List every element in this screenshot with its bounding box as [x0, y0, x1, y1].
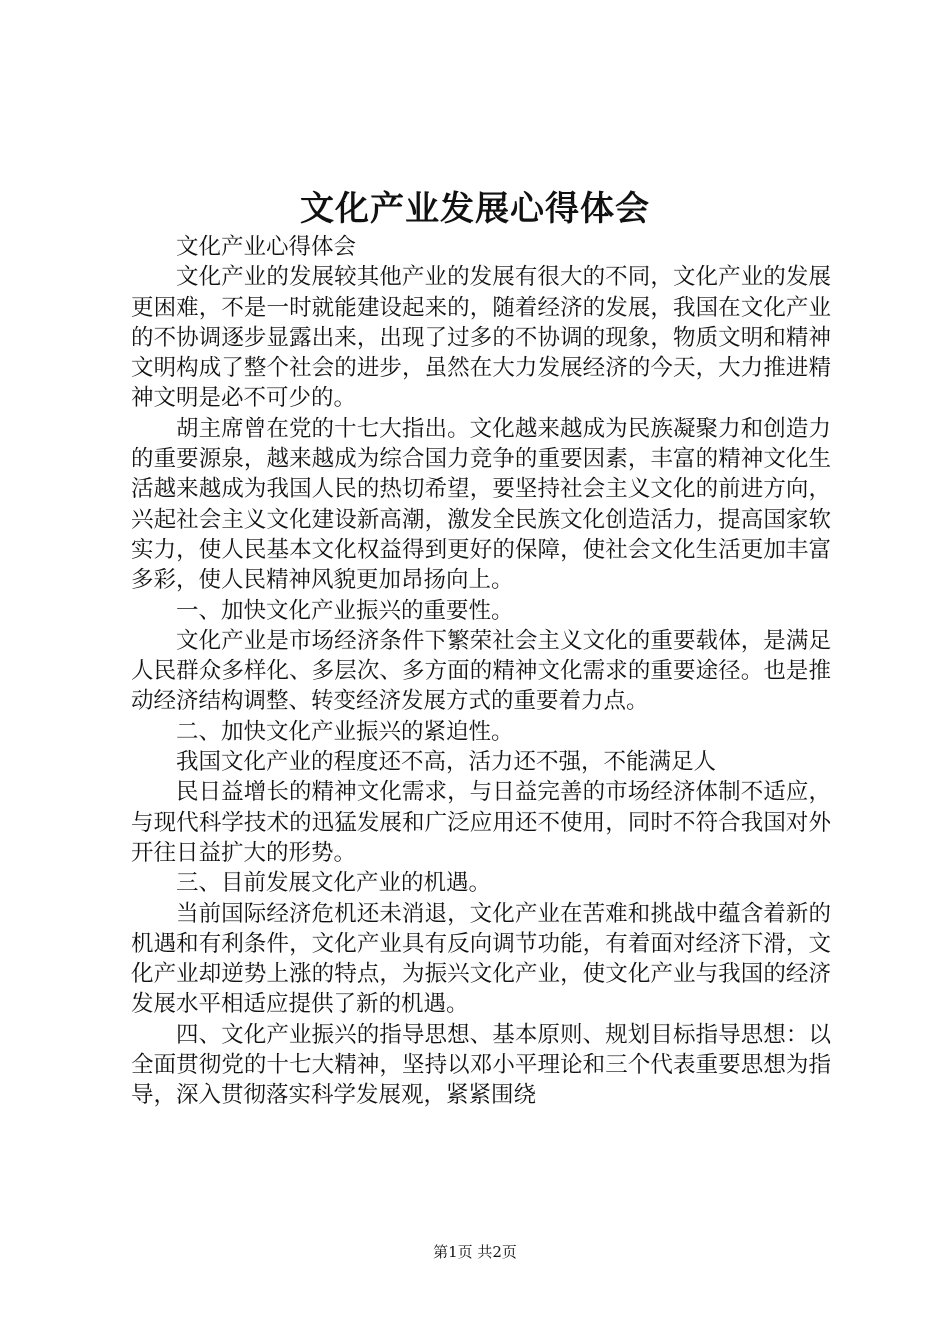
page-footer: 第1页 共2页: [433, 1243, 517, 1261]
paragraph: 文化产业是市场经济条件下繁荣社会主义文化的重要载体，是满足人民群众多样化、多层次、多方面的精神文化需求的重要途径。也是推动经济结构调整、转变经济发展方式的重要着力点。: [131, 627, 831, 715]
paragraph: 当前国际经济危机还未消退，文化产业在苦难和挑战中蕴含着新的机遇和有利条件，文化产业具有反向调节功能，有着面对经济下滑，文化产业却逆势上涨的特点，为振兴文化产业，使文化产业与我国的经济发展水平相适应提供了新的机遇。: [131, 900, 831, 1018]
paragraph: 民日益增长的精神文化需求，与日益完善的市场经济体制不适应，与现代科学技术的迅猛发展和广泛应用还不使用，同时不符合我国对外开往日益扩大的形势。: [131, 779, 831, 866]
paragraph: 胡主席曾在党的十七大指出。文化越来越成为民族凝聚力和创造力的重要源泉，越来越成为综合国力竞争的重要因素，丰富的精神文化生活越来越成为我国人民的热切希望，要坚持社会主义文化的前进方向，兴起社会主义文化建设新高潮，激发全民族文化创造活力，提高国家软实力，使人民基本文化权益得到更好的保障，使社会文化生活更加丰富多彩，使人民精神风貌更加昂扬向上。: [131, 415, 831, 594]
section-heading: 二、加快文化产业振兴的紧迫性。: [176, 718, 514, 745]
document-title: 文化产业发展心得体会: [300, 189, 650, 229]
paragraph: 四、文化产业振兴的指导思想、基本原则、规划目标指导思想：以全面贯彻党的十七大精神，坚持以邓小平理论和三个代表重要思想为指导，深入贯彻落实科学发展观，紧紧围绕: [131, 1021, 831, 1109]
paragraph: 我国文化产业的程度还不高，活力还不强，不能满足人: [176, 749, 717, 776]
paragraph: 文化产业的发展较其他产业的发展有很大的不同，文化产业的发展更困难，不是一时就能建设起来的，随着经济的发展，我国在文化产业的不协调逐步显露出来，出现了过多的不协调的现象，物质文明和精神文明构成了整个社会的进步，虽然在大力发展经济的今天，大力推进精神文明是必不可少的。: [131, 264, 831, 412]
section-heading: 一、加快文化产业振兴的重要性。: [176, 597, 514, 624]
paragraph-subtitle: 文化产业心得体会: [176, 234, 357, 260]
section-heading: 三、目前发展文化产业的机遇。: [176, 870, 492, 897]
document-body: [131, 232, 831, 1111]
